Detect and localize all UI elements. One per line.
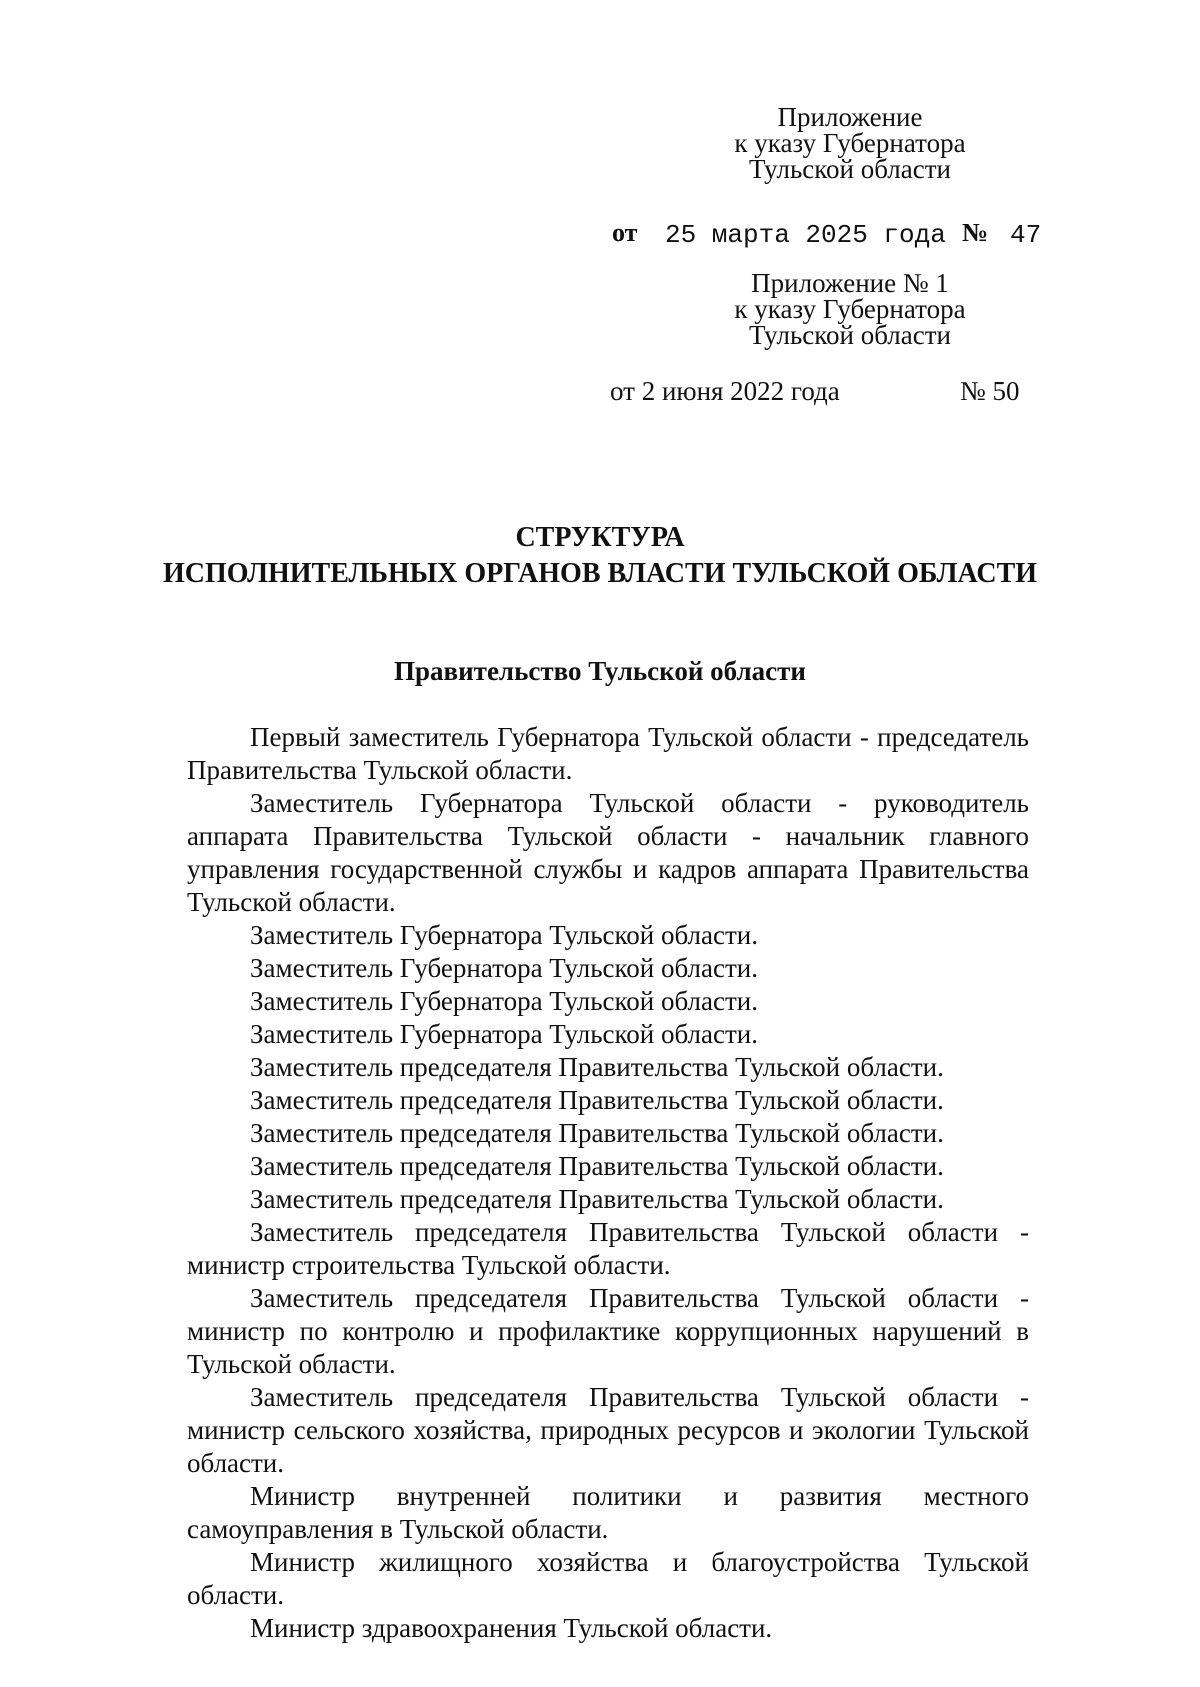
appendix-current-line-1: Приложение — [777, 102, 923, 132]
list-item: Заместитель Губернатора Тульской области - руководитель аппарата Правительства Тульской области - начальник главного управления государственной службы и кадров аппарата Правительства Тульской области. — [187, 788, 1029, 917]
section-heading: Правительство Тульской области — [394, 656, 806, 686]
list-item: Заместитель Губернатора Тульской области. — [250, 986, 758, 1016]
list-item: Первый заместитель Губернатора Тульской области - председатель Правительства Тульской области. — [187, 722, 1029, 785]
appendix-current-line-2: к указу Губернатора — [734, 128, 966, 158]
list-item: Министр здравоохранения Тульской области. — [250, 1613, 773, 1643]
previous-order-date: от 2 июня 2022 года — [610, 376, 840, 406]
appendix-previous-line-2: к указу Губернатора — [734, 294, 966, 324]
document-title-line-1: СТРУКТУРА — [515, 522, 685, 553]
list-item: Заместитель Губернатора Тульской области. — [250, 953, 758, 983]
document-title-line-2: ИСПОЛНИТЕЛЬНЫХ ОРГАНОВ ВЛАСТИ ТУЛЬСКОЙ ОБЛАСТИ — [162, 558, 1038, 589]
current-order-date: 25 марта 2025 года — [665, 220, 946, 250]
list-item: Заместитель председателя Правительства Тульской области. — [250, 1052, 944, 1082]
list-item: Заместитель Губернатора Тульской области. — [250, 920, 758, 950]
list-item: Заместитель председателя Правительства Тульской области - министр по контролю и профилактике коррупционных нарушений в Тульской области. — [187, 1283, 1029, 1379]
list-item: Заместитель председателя Правительства Тульской области - министр строительства Тульской области. — [187, 1217, 1029, 1280]
current-order-from-label: от — [612, 218, 638, 247]
current-order-line — [612, 218, 1042, 250]
list-item: Заместитель председателя Правительства Тульской области - министр сельского хозяйства, природных ресурсов и экологии Тульской области. — [187, 1382, 1029, 1478]
appendix-previous-line-1: Приложение № 1 — [751, 268, 949, 298]
document-title — [0, 520, 1200, 592]
list-item: Заместитель председателя Правительства Тульской области. — [250, 1151, 944, 1181]
current-order-number: 47 — [1010, 220, 1042, 250]
list-item: Заместитель председателя Правительства Тульской области. — [250, 1118, 944, 1148]
structure-list — [187, 721, 1029, 1645]
previous-order-line — [610, 376, 1030, 410]
appendix-previous-line-3: Тульской области — [749, 320, 951, 350]
list-item: Заместитель председателя Правительства Тульской области. — [250, 1184, 944, 1214]
list-item: Заместитель Губернатора Тульской области. — [250, 1019, 758, 1049]
list-item: Министр жилищного хозяйства и благоустройства Тульской области. — [187, 1547, 1029, 1610]
appendix-previous-block — [715, 270, 985, 348]
appendix-current-line-3: Тульской области — [749, 154, 951, 184]
list-item: Заместитель председателя Правительства Тульской области. — [250, 1085, 944, 1115]
appendix-current-block — [720, 104, 980, 182]
previous-order-number: № 50 — [960, 376, 1020, 406]
list-item: Министр внутренней политики и развития местного самоуправления в Тульской области. — [187, 1481, 1029, 1544]
current-order-number-label: № — [962, 218, 989, 247]
